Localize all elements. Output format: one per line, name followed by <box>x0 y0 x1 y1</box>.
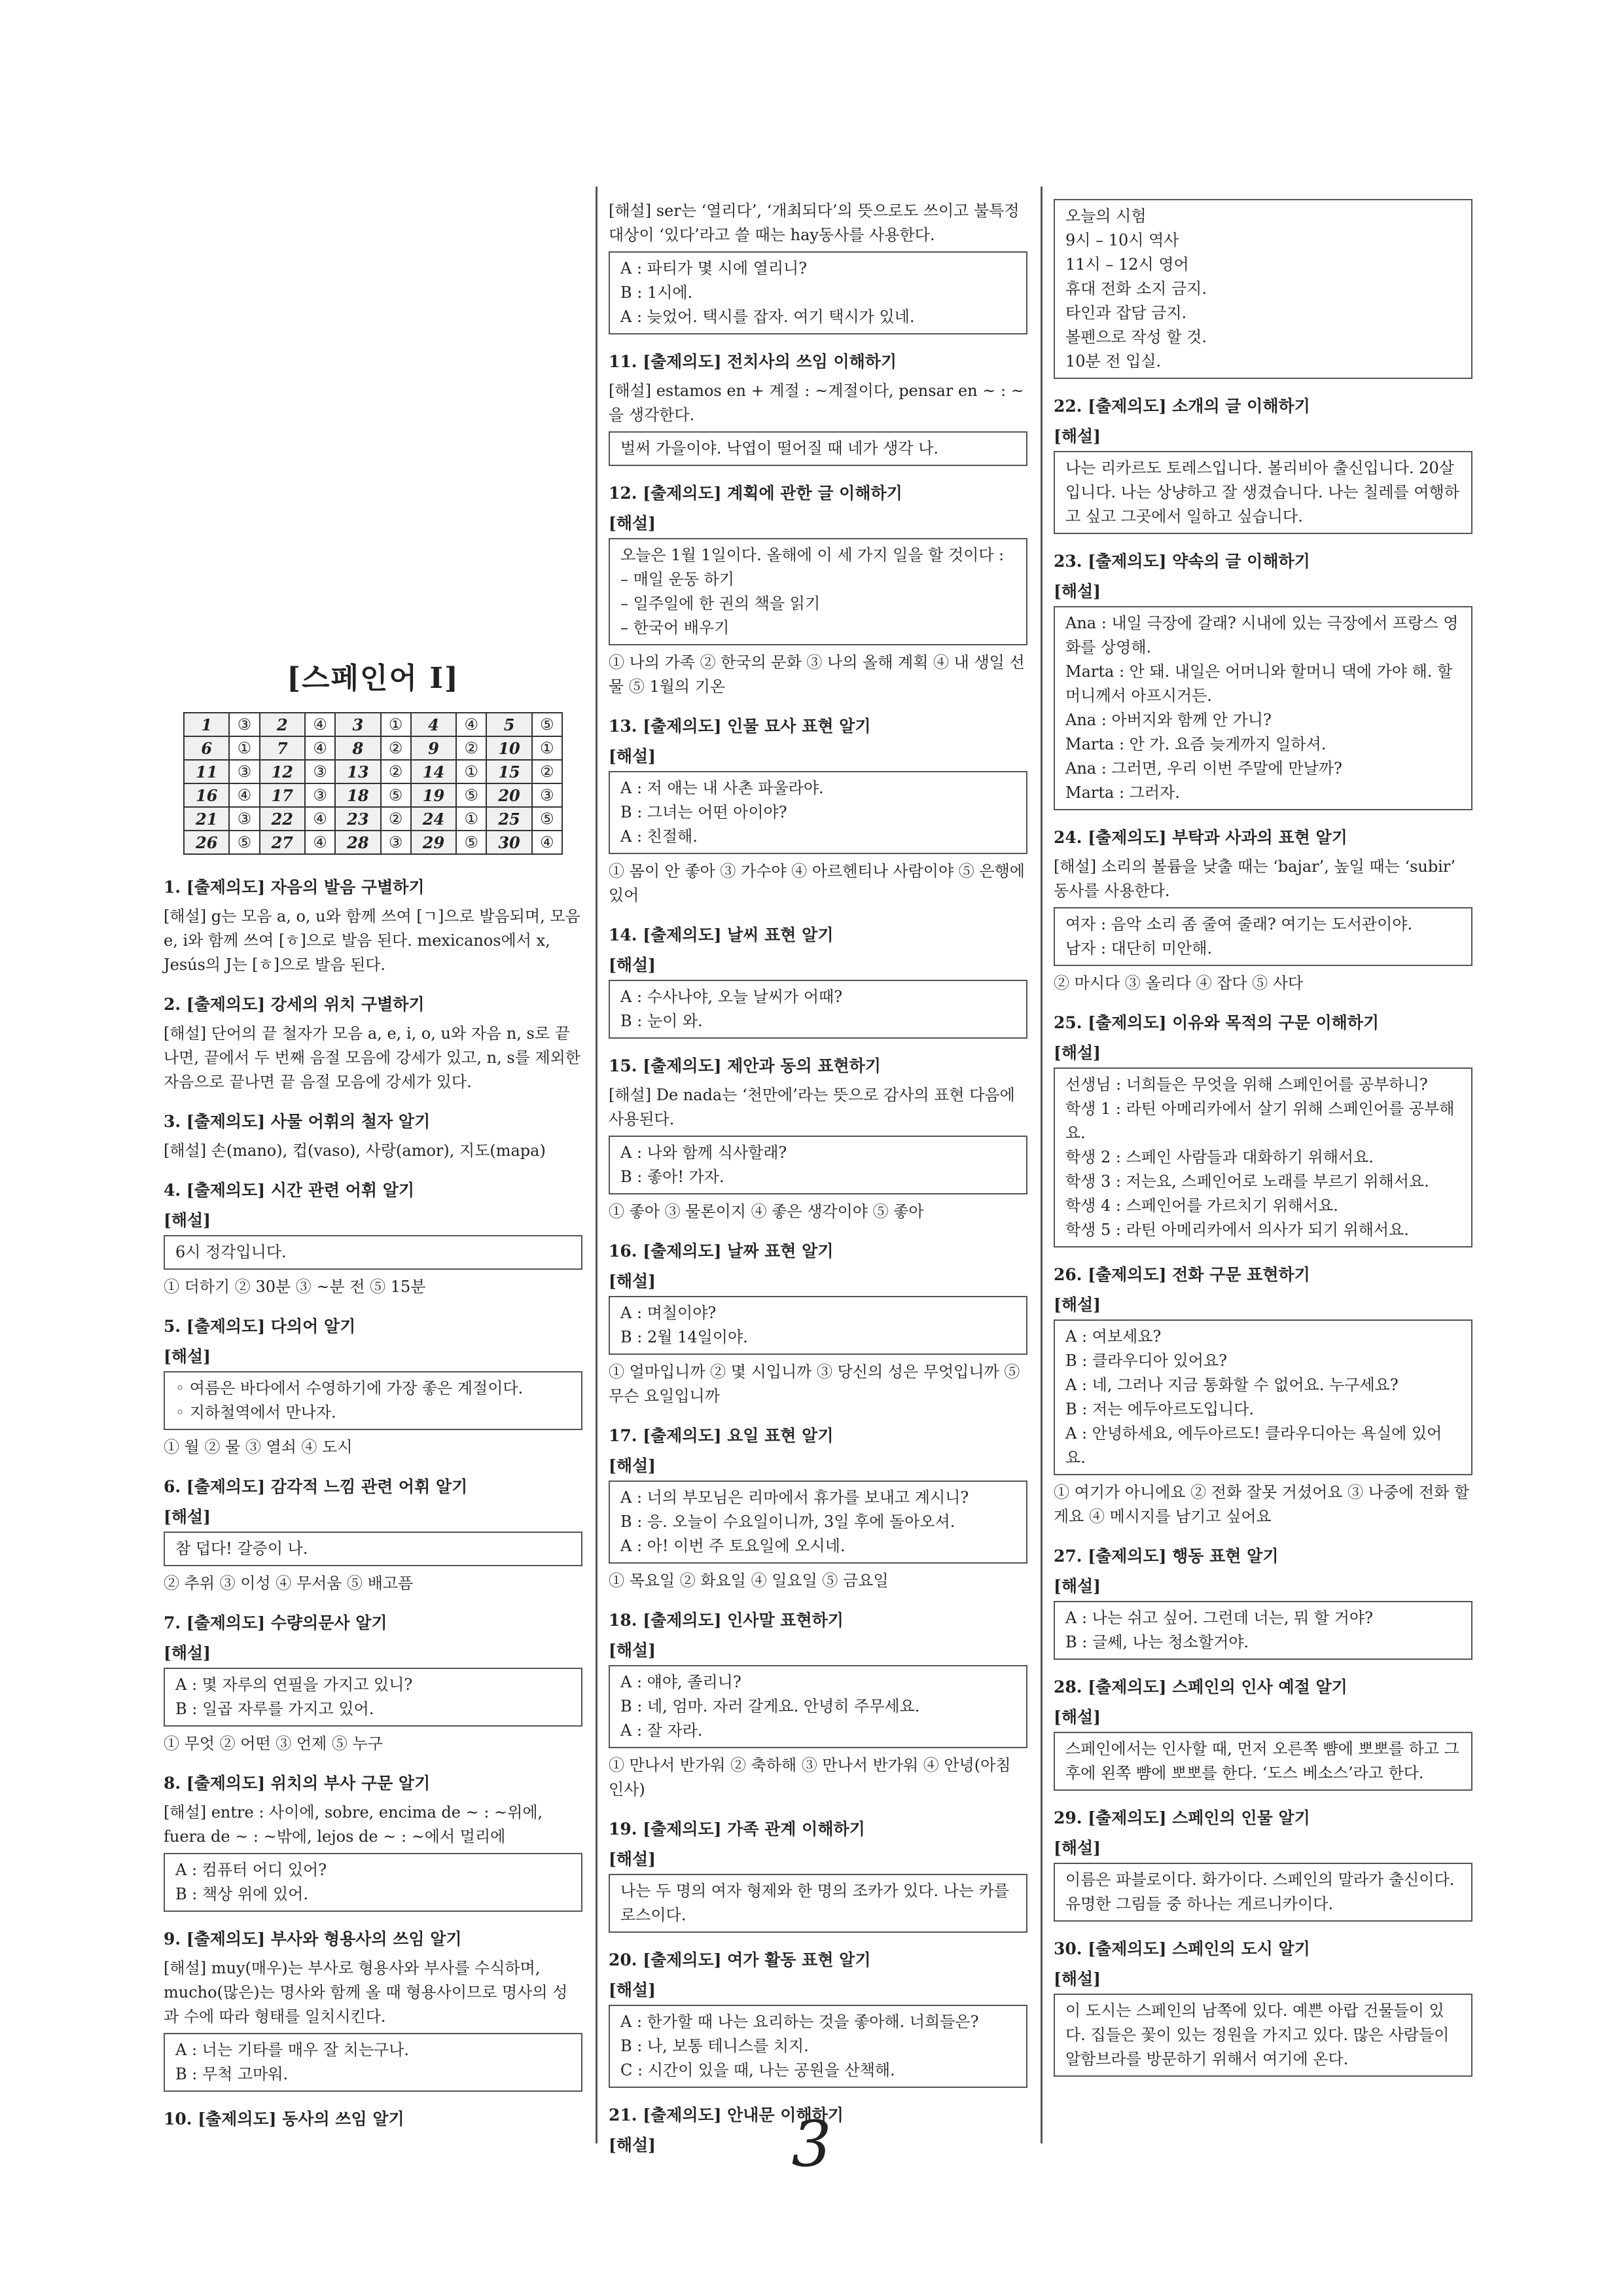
example-line: Marta : 그러자. <box>1065 783 1180 802</box>
example-line: 나는 리카르도 토레스입니다. 볼리비아 출신입니다. 20살입니다. 나는 상냥하고 잘 생겼습니다. 나는 칠레를 여행하고 싶고 그곳에서 일하고 싶습니다. <box>1065 459 1459 526</box>
question-section <box>1054 393 1472 534</box>
example-line: B : 네, 엄마. 자러 갈게요. 안녕히 주무세요. <box>620 1697 920 1715</box>
column-2 <box>609 190 1027 2160</box>
answer-choice: ⑤ <box>532 807 562 831</box>
question-heading: 18. [출제의도] 인사말 표현하기 <box>609 1611 844 1630</box>
question-heading: 11. [출제의도] 전치사의 쓰임 이해하기 <box>609 352 897 371</box>
answer-choice: ④ <box>305 831 335 854</box>
example-line: A : 여보세요? <box>1065 1327 1162 1346</box>
question-number: 14 <box>411 760 456 783</box>
answer-row <box>184 760 562 783</box>
question-number: 20 <box>486 783 531 807</box>
other-options-translation: ① 더하기 ② 30분 ③ ~분 전 ⑤ 15분 <box>164 1278 426 1296</box>
example-line: 학생 1 : 라틴 아메리카에서 살기 위해 스페인어를 공부해요. <box>1065 1100 1455 1142</box>
explanation-label: [해설] <box>1054 1043 1101 1062</box>
question-heading: 22. [출제의도] 소개의 글 이해하기 <box>1054 397 1310 416</box>
example-line: A : 늦었어. 택시를 잡자. 여기 택시가 있네. <box>620 308 915 326</box>
other-options-translation: ① 얼마입니까 ② 몇 시입니까 ③ 당신의 성은 무엇입니까 ⑤ 무슨 요일입니까 <box>609 1363 1020 1405</box>
answer-choice: ② <box>456 736 486 760</box>
question-number: 5 <box>486 713 531 736</box>
example-line: 벌써 가을이야. 낙엽이 떨어질 때 네가 생각 나. <box>620 439 938 457</box>
question-heading: 1. [출제의도] 자음의 발음 구별하기 <box>164 878 425 897</box>
example-line: B : 응. 오늘이 수요일이니까, 3일 후에 돌아오셔. <box>620 1513 955 1531</box>
other-options-translation: ① 무엇 ② 어떤 ③ 언제 ⑤ 누구 <box>164 1734 383 1753</box>
question-section <box>1054 1543 1472 1660</box>
explanation-label: [해설] <box>609 747 656 766</box>
question-section <box>1054 825 1472 996</box>
question-number: 11 <box>184 760 229 783</box>
explanation-text: [해설] 단어의 끝 철자가 모음 a, e, i, o, u와 자음 n, s로 끝나면, 끝에서 두 번째 음절 모음에 강세가 있고, n, s를 제외한 자음으로 끝나면 끝 음절 모음에 강세가 있다. <box>164 1024 580 1091</box>
answer-choice: ④ <box>305 736 335 760</box>
question-section <box>164 2106 582 2130</box>
answer-choice: ③ <box>229 760 259 783</box>
example-line: 선생님 : 너희들은 무엇을 위해 스페인어를 공부하니? <box>1065 1075 1428 1094</box>
question-heading: 19. [출제의도] 가족 관계 이해하기 <box>609 1820 865 1839</box>
example-box <box>609 771 1027 854</box>
explanation-label: [해설] <box>1054 427 1101 446</box>
answer-choice: ② <box>532 760 562 783</box>
question-heading: 30. [출제의도] 스페인의 도시 알기 <box>1054 1939 1310 1958</box>
answer-choice: ⑤ <box>229 831 259 854</box>
example-line: 타인과 잡담 금지. <box>1065 304 1187 322</box>
question-section <box>609 1947 1027 2088</box>
question-number: 8 <box>335 736 380 760</box>
explanation-label: [해설] <box>1054 1577 1101 1596</box>
example-line: A : 저 애는 내 사촌 파울라야. <box>620 779 824 797</box>
answer-choice: ① <box>532 736 562 760</box>
question-section <box>164 1314 582 1460</box>
question-section <box>609 1607 1027 1802</box>
other-options-translation: ① 좋아 ③ 물론이지 ④ 좋은 생각이야 ⑤ 좋아 <box>609 1202 924 1221</box>
question-section <box>609 199 1027 334</box>
other-options-translation: ② 추위 ③ 이성 ④ 무서움 ⑤ 배고픔 <box>164 1574 414 1592</box>
column-divider-right <box>1041 187 1043 2144</box>
question-number: 3 <box>335 713 380 736</box>
answer-choice: ③ <box>229 807 259 831</box>
question-heading: 24. [출제의도] 부탁과 사과의 표현 알기 <box>1054 828 1347 847</box>
answer-choice: ③ <box>532 783 562 807</box>
question-heading: 12. [출제의도] 계획에 관한 글 이해하기 <box>609 484 902 503</box>
example-line: C : 시간이 있을 때, 나는 공원을 산책해. <box>620 2061 895 2079</box>
example-box <box>609 431 1027 466</box>
answer-choice: ⑤ <box>532 713 562 736</box>
column-2-sections <box>609 199 1027 2156</box>
answer-row <box>184 713 562 736</box>
answer-row <box>184 736 562 760</box>
example-box <box>609 1136 1027 1194</box>
column-3 <box>1054 190 1472 2082</box>
question-number: 13 <box>335 760 380 783</box>
question-heading: 2. [출제의도] 강세의 위치 구별하기 <box>164 995 425 1014</box>
example-line: 학생 4 : 스페인어를 가르치기 위해서요. <box>1065 1196 1338 1215</box>
explanation-text: [해설] De nada는 ‘천만에’라는 뜻으로 감사의 표현 다음에 사용된다. <box>609 1086 1015 1128</box>
example-line: B : 그녀는 어떤 아이야? <box>620 803 787 821</box>
answer-choice: ④ <box>532 831 562 854</box>
other-options-translation: ① 만나서 반가워 ② 축하해 ③ 만나서 반가워 ④ 안녕(아침 인사) <box>609 1756 1011 1799</box>
question-number: 21 <box>184 807 229 831</box>
explanation-label: [해설] <box>1054 1839 1101 1857</box>
column-1-sections <box>164 874 582 2130</box>
question-number: 22 <box>260 807 305 831</box>
example-line: A : 파티가 몇 시에 열리니? <box>620 259 808 278</box>
example-line: Ana : 아버지와 함께 안 가니? <box>1065 711 1272 729</box>
explanation-label: [해설] <box>609 956 656 975</box>
other-options-translation: ① 몸이 안 좋아 ③ 가수야 ④ 아르헨티나 사람이야 ⑤ 은행에 있어 <box>609 862 1025 905</box>
example-box <box>609 1665 1027 1748</box>
explanation-label: [해설] <box>164 1643 211 1662</box>
explanation-text: [해설] entre : 사이에, sobre, encima de ~ : ~위에, fuera de ~ : ~밖에, lejos de ~ : ~에서 멀리에 <box>164 1803 543 1846</box>
example-line: A : 나는 쉬고 싶어. 그런데 너는, 뭐 할 거야? <box>1065 1609 1373 1627</box>
answer-choice: ④ <box>456 713 486 736</box>
example-box <box>164 1532 582 1566</box>
question-section <box>609 1238 1027 1408</box>
question-number: 25 <box>486 807 531 831</box>
example-line: ◦ 지하철역에서 만나자. <box>175 1403 336 1422</box>
page-number: 3 <box>791 2108 832 2181</box>
question-heading: 6. [출제의도] 감각적 느낌 관련 어휘 알기 <box>164 1477 468 1496</box>
example-line: A : 몇 자루의 연필을 가지고 있니? <box>175 1676 413 1694</box>
question-section <box>1054 1805 1472 1922</box>
example-line: A : 잘 자라. <box>620 1721 703 1740</box>
example-line: 10분 전 입실. <box>1065 352 1162 370</box>
question-heading: 20. [출제의도] 여가 활동 표현 알기 <box>609 1950 871 1969</box>
example-box <box>1054 451 1472 534</box>
answer-choice: ③ <box>381 831 411 854</box>
example-line: A : 아! 이번 주 토요일에 오시네. <box>620 1537 846 1555</box>
example-line: B : 눈이 와. <box>620 1012 703 1030</box>
question-section <box>1054 1936 1472 2077</box>
example-line: A : 컴퓨터 어디 있어? <box>175 1861 327 1879</box>
question-section <box>1054 1674 1472 1791</box>
example-line: B : 좋아! 가자. <box>620 1168 724 1186</box>
question-heading: 5. [출제의도] 다의어 알기 <box>164 1317 356 1336</box>
question-number: 23 <box>335 807 380 831</box>
example-box <box>1054 1732 1472 1791</box>
example-line: 9시 – 10시 역사 <box>1065 231 1179 249</box>
example-line: A : 안녕하세요, 에두아르도! 클라우디아는 욕실에 있어요. <box>1065 1424 1442 1467</box>
question-number: 16 <box>184 783 229 807</box>
example-box <box>1054 1994 1472 2077</box>
question-number: 18 <box>335 783 380 807</box>
answer-choice: ④ <box>305 713 335 736</box>
answer-row <box>184 783 562 807</box>
example-line: 여자 : 음악 소리 좀 줄여 줄래? 여기는 도서관이야. <box>1065 915 1413 933</box>
example-line: ◦ 여름은 바다에서 수영하기에 가장 좋은 계절이다. <box>175 1379 524 1397</box>
question-number: 6 <box>184 736 229 760</box>
explanation-label: [해설] <box>1054 1708 1101 1727</box>
example-line: 휴대 전화 소지 금지. <box>1065 279 1207 298</box>
example-line: B : 글쎄, 나는 청소할거야. <box>1065 1633 1249 1651</box>
question-heading: 7. [출제의도] 수량의문사 알기 <box>164 1613 387 1632</box>
answer-choice: ④ <box>305 807 335 831</box>
question-number: 17 <box>260 783 305 807</box>
example-line: A : 너의 부모님은 리마에서 휴가를 보내고 계시니? <box>620 1488 969 1507</box>
question-section <box>609 1053 1027 1224</box>
question-heading: 23. [출제의도] 약속의 글 이해하기 <box>1054 552 1310 571</box>
question-heading: 28. [출제의도] 스페인의 인사 예절 알기 <box>1054 1677 1347 1696</box>
column-3-sections <box>1054 199 1472 2077</box>
other-options-translation: ① 여기가 아니에요 ② 전화 잘못 거셨어요 ③ 나중에 전화 할게요 ④ 메시지를 남기고 싶어요 <box>1054 1483 1470 1526</box>
question-section <box>609 713 1027 908</box>
question-section <box>1054 1262 1472 1529</box>
example-line: 6시 정각입니다. <box>175 1243 287 1261</box>
example-box <box>609 1480 1027 1564</box>
other-options-translation: ① 월 ② 물 ③ 열쇠 ④ 도시 <box>164 1438 353 1456</box>
question-heading: 14. [출제의도] 날씨 표현 알기 <box>609 925 834 944</box>
question-heading: 21. [출제의도] 안내문 이해하기 <box>609 2106 844 2125</box>
explanation-label: [해설] <box>609 1850 656 1869</box>
explanation-label: [해설] <box>164 1507 211 1526</box>
example-line: B : 책상 위에 있어. <box>175 1885 308 1903</box>
example-box <box>609 251 1027 334</box>
other-options-translation: ① 목요일 ② 화요일 ④ 일요일 ⑤ 금요일 <box>609 1571 889 1590</box>
answer-row <box>184 807 562 831</box>
example-line: 이름은 파블로이다. 화가이다. 스페인의 말라가 출신이다. 유명한 그림들 중 하나는 게르니카이다. <box>1065 1871 1455 1913</box>
question-heading: 8. [출제의도] 위치의 부사 구문 알기 <box>164 1774 431 1793</box>
question-heading: 4. [출제의도] 시간 관련 어휘 알기 <box>164 1181 415 1200</box>
example-line: Marta : 안 돼. 내일은 어머니와 할머니 댁에 가야 해. 할머니께서 아프시거든. <box>1065 662 1453 705</box>
example-box <box>1054 199 1472 379</box>
example-line: Marta : 안 가. 요즘 늦게까지 일하셔. <box>1065 735 1327 753</box>
question-section <box>609 1423 1027 1593</box>
example-line: A : 수사나야, 오늘 날씨가 어때? <box>620 988 843 1006</box>
question-number: 15 <box>486 760 531 783</box>
example-box <box>1054 1319 1472 1475</box>
question-heading: 15. [출제의도] 제안과 동의 표현하기 <box>609 1056 881 1075</box>
question-number: 1 <box>184 713 229 736</box>
answer-choice: ④ <box>229 783 259 807</box>
example-line: 볼펜으로 작성 할 것. <box>1065 328 1207 346</box>
explanation-text: [해설] 손(mano), 컵(vaso), 사랑(amor), 지도(mapa) <box>164 1141 546 1160</box>
other-options-translation: ① 나의 가족 ② 한국의 문화 ③ 나의 올해 계획 ④ 내 생일 선물 ⑤ 1월의 기온 <box>609 653 1025 696</box>
explanation-text: [해설] 소리의 볼륨을 낮출 때는 ‘bajar’, 높일 때는 ‘subir’ 동사를 사용한다. <box>1054 857 1456 900</box>
explanation-label: [해설] <box>1054 1295 1101 1314</box>
example-box <box>1054 1067 1472 1247</box>
example-box <box>164 1371 582 1430</box>
answer-choice: ① <box>456 760 486 783</box>
example-line: A : 너는 기타를 매우 잘 치는구나. <box>175 2041 410 2059</box>
example-box <box>164 1853 582 1912</box>
example-box <box>609 980 1027 1039</box>
example-line: 스페인에서는 인사할 때, 먼저 오른쪽 뺨에 뽀뽀를 하고 그 후에 왼쪽 뺨에 뽀뽀를 한다. ‘도스 베소스’라고 한다. <box>1065 1740 1459 1782</box>
question-number: 29 <box>411 831 456 854</box>
example-line: – 매일 운동 하기 <box>620 570 734 588</box>
explanation-text: [해설] estamos en + 계절 : ~계절이다, pensar en ~ : ~을 생각한다. <box>609 382 1024 424</box>
question-heading: 16. [출제의도] 날짜 표현 알기 <box>609 1242 834 1261</box>
question-section <box>164 1474 582 1596</box>
answer-choice: ③ <box>229 713 259 736</box>
question-number: 26 <box>184 831 229 854</box>
question-section <box>164 1177 582 1299</box>
example-box <box>164 1235 582 1270</box>
example-box <box>1054 606 1472 810</box>
question-heading: 26. [출제의도] 전화 구문 표현하기 <box>1054 1265 1310 1284</box>
example-line: Ana : 내일 극장에 갈래? 시내에 있는 극장에서 프랑스 영화를 상영해. <box>1065 614 1459 656</box>
example-line: B : 클라우디아 있어요? <box>1065 1352 1227 1370</box>
question-number: 28 <box>335 831 380 854</box>
example-line: – 한국어 배우기 <box>620 619 730 637</box>
explanation-label: [해설] <box>609 2136 656 2155</box>
explanation-label: [해설] <box>1054 1969 1101 1988</box>
question-section <box>609 480 1027 699</box>
example-line: A : 얘야, 졸리니? <box>620 1673 741 1691</box>
column-divider-left <box>596 187 597 2144</box>
question-heading: 9. [출제의도] 부사와 형용사의 쓰임 알기 <box>164 1929 462 1948</box>
other-options-translation: ② 마시다 ③ 올리다 ④ 잡다 ⑤ 사다 <box>1054 974 1304 992</box>
question-section <box>164 1770 582 1912</box>
column-1 <box>164 655 582 2136</box>
example-line: Ana : 그러면, 우리 이번 주말에 만날까? <box>1065 759 1342 778</box>
example-line: A : 네, 그러나 지금 통화할 수 없어요. 누구세요? <box>1065 1376 1399 1394</box>
example-line: 오늘은 1월 1일이다. 올해에 이 세 가지 일을 할 것이다 : <box>620 546 1005 564</box>
question-heading: 25. [출제의도] 이유와 목적의 구문 이해하기 <box>1054 1013 1380 1032</box>
subject-title: [스페인어 Ⅰ] <box>287 662 459 695</box>
example-box <box>164 2033 582 2092</box>
question-number: 12 <box>260 760 305 783</box>
explanation-label: [해설] <box>1054 582 1101 601</box>
example-box <box>609 1296 1027 1355</box>
question-number: 24 <box>411 807 456 831</box>
question-section <box>164 1109 582 1163</box>
question-heading: 3. [출제의도] 사물 어휘의 철자 알기 <box>164 1112 431 1131</box>
explanation-text: [해설] g는 모음 a, o, u와 함께 쓰여 [ㄱ]으로 발음되며, 모음 e, i와 함께 쓰여 [ㅎ]으로 발음 된다. mexicanos에서 x, Jesús의 J는 [ㅎ]으로 발음 된다. <box>164 907 580 974</box>
example-line: 11시 – 12시 영어 <box>1065 255 1189 274</box>
explanation-label: [해설] <box>609 1272 656 1291</box>
answer-choice: ⑤ <box>456 783 486 807</box>
question-heading: 17. [출제의도] 요일 표현 알기 <box>609 1426 834 1445</box>
example-line: B : 나, 보통 테니스를 치지. <box>620 2037 809 2055</box>
example-line: 학생 3 : 저는요, 스페인어로 노래를 부르기 위해서요. <box>1065 1172 1429 1191</box>
answer-choice: ① <box>456 807 486 831</box>
example-line: B : 2월 14일이야. <box>620 1328 748 1346</box>
explanation-label: [해설] <box>609 1456 656 1475</box>
explanation-text: [해설] ser는 ‘열리다’, ‘개최되다’의 뜻으로도 쓰이고 불특정 대상이 ‘있다’라고 쓸 때는 hay동사를 사용한다. <box>609 202 1020 244</box>
question-heading: 10. [출제의도] 동사의 쓰임 알기 <box>164 2109 404 2128</box>
example-box <box>164 1668 582 1727</box>
example-line: B : 저는 에두아르도입니다. <box>1065 1400 1255 1418</box>
question-section <box>609 1816 1027 1933</box>
question-number: 19 <box>411 783 456 807</box>
question-section <box>164 992 582 1094</box>
example-line: A : 나와 함께 식사할래? <box>620 1143 787 1162</box>
answer-choice: ⑤ <box>456 831 486 854</box>
question-section <box>1054 1010 1472 1247</box>
question-section <box>164 1610 582 1756</box>
explanation-label: [해설] <box>609 1981 656 2000</box>
answer-key-table <box>183 712 563 855</box>
question-section <box>609 349 1027 466</box>
example-box <box>1054 1863 1472 1922</box>
explanation-text: [해설] muy(매우)는 부사로 형용사와 부사를 수식하며, mucho(많은)는 명사와 함께 올 때 형용사이므로 명사의 성과 수에 따라 형태를 일치시킨다. <box>164 1959 568 2026</box>
example-line: 남자 : 대단히 미안해. <box>1065 939 1213 958</box>
answer-choice: ② <box>381 760 411 783</box>
question-number: 9 <box>411 736 456 760</box>
question-heading: 29. [출제의도] 스페인의 인물 알기 <box>1054 1808 1310 1827</box>
question-section <box>1054 548 1472 810</box>
example-box <box>609 538 1027 645</box>
explanation-label: [해설] <box>609 514 656 533</box>
example-line: 이 도시는 스페인의 남쪽에 있다. 예쁜 아랍 건물들이 있다. 집들은 꽃이 있는 정원을 가지고 있다. 많은 사람들이 알함브라를 방문하기 위해서 여기에 온다. <box>1065 2001 1450 2068</box>
example-box <box>609 1874 1027 1933</box>
question-number: 7 <box>260 736 305 760</box>
question-number: 10 <box>486 736 531 760</box>
question-section <box>164 874 582 977</box>
example-line: A : 친절해. <box>620 827 698 846</box>
example-line: A : 며칠이야? <box>620 1304 717 1322</box>
question-section <box>1054 199 1472 379</box>
example-line: A : 한가할 때 나는 요리하는 것을 좋아해. 너희들은? <box>620 2013 979 2031</box>
answer-choice: ① <box>229 736 259 760</box>
example-box <box>1054 907 1472 966</box>
question-number: 4 <box>411 713 456 736</box>
example-line: 학생 2 : 스페인 사람들과 대화하기 위해서요. <box>1065 1148 1374 1166</box>
example-line: – 일주일에 한 권의 책을 읽기 <box>620 594 821 613</box>
example-box <box>1054 1601 1472 1660</box>
answer-choice: ⑤ <box>381 783 411 807</box>
answer-choice: ③ <box>305 783 335 807</box>
example-box <box>609 2005 1027 2088</box>
question-number: 30 <box>486 831 531 854</box>
question-number: 2 <box>260 713 305 736</box>
example-line: 학생 5 : 라틴 아메리카에서 의사가 되기 위해서요. <box>1065 1221 1409 1239</box>
question-heading: 27. [출제의도] 행동 표현 알기 <box>1054 1547 1279 1566</box>
explanation-label: [해설] <box>164 1211 211 1230</box>
answer-choice: ③ <box>305 760 335 783</box>
example-line: B : 일곱 자루를 가지고 있어. <box>175 1700 374 1718</box>
example-line: 참 덥다! 갈증이 나. <box>175 1539 308 1558</box>
explanation-label: [해설] <box>609 1641 656 1660</box>
question-section <box>164 1926 582 2092</box>
answer-choice: ① <box>381 713 411 736</box>
question-number: 27 <box>260 831 305 854</box>
example-line: B : 무척 고마워. <box>175 2065 289 2083</box>
example-line: B : 1시에. <box>620 283 693 302</box>
question-section <box>609 922 1027 1039</box>
answer-choice: ② <box>381 736 411 760</box>
answer-row <box>184 831 562 854</box>
explanation-label: [해설] <box>164 1347 211 1366</box>
answer-choice: ② <box>381 807 411 831</box>
example-line: 나는 두 명의 여자 형제와 한 명의 조카가 있다. 나는 카를로스이다. <box>620 1882 1009 1924</box>
example-line: 오늘의 시험 <box>1065 207 1147 225</box>
question-heading: 13. [출제의도] 인물 묘사 표현 알기 <box>609 717 871 736</box>
